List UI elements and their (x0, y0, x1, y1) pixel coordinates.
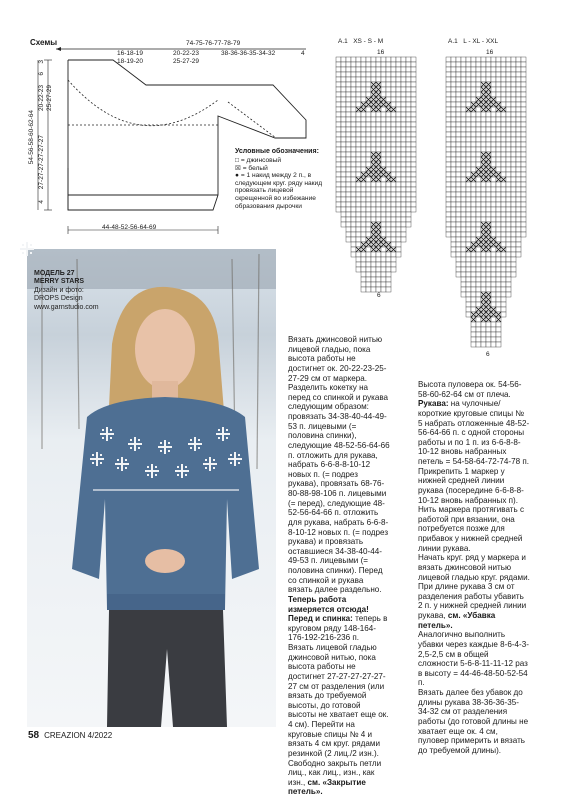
text-column-1 (288, 335, 390, 797)
col1-p2: Разделить кокетку на перед со спинкой и рукава следующим образом: провязать 34-38-40-44-49-53 п. лицевыми (= половина спинки), следующие 48-52-56-64-66 п. отложить для рукава, набрать 6-6-8-8-10-12 новых п. (= подрез рукава), провязать 68-76-80-88-98-106 п. лицевыми (= перед), следующие 48-52-56-64-66 п. отложить для рукава, набрать 6-6-8-8-10-12 новых п. (= подрез рукава) и провязать оставшиеся 34-38-40-44-49-53 п. лицевыми (= половина спинки). Перед со спинкой и рукава вязать далее раздельно. (288, 383, 390, 595)
col2-p3: Начать круг. ряд у маркера и вязать джинсовой нитью лицевой гладью круг. рядами. При длине рукава 3 см от разделения работы убавить 2 п. у нижней средней линии рукава, (418, 553, 530, 620)
model-credit: Дизайн и фото: (34, 286, 84, 294)
legend-title: Условные обозначения: (235, 148, 319, 155)
dim-left-6: 27-27-27-27-27-27 (38, 135, 45, 190)
legend-item-denim: □ = джинсовый (235, 157, 282, 165)
dim-left-1: 3 (38, 60, 45, 64)
col1-p3: теперь в круговом ряду 148-164-176-192-216-236 п. (288, 614, 388, 643)
footer (28, 730, 112, 741)
dim-top-g: 4 (301, 50, 305, 57)
model-site: www.garnstudio.com (34, 303, 99, 311)
dim-bottom: 44-48-52-56-64-69 (102, 224, 157, 231)
dim-left-5: 54-56-58-60-62-64 (28, 110, 35, 165)
knit-chart-1 (336, 57, 418, 297)
chart1-width-mid: 6 (377, 292, 381, 299)
dim-left-7: 4 (38, 200, 45, 204)
model-photo (27, 249, 276, 727)
model-title: MERRY STARS (34, 278, 85, 286)
magazine-issue: CREAZION 4/2022 (44, 731, 113, 740)
chart1-width-top: 16 (377, 49, 385, 56)
col1-p1: Вязать джинсовой нитью лицевой гладью, пока высота работы не достигнет ок. 20-22-23-25-27-29 см от маркера. (288, 335, 387, 383)
col2-h1: Рукава: (418, 399, 449, 409)
model-caption (34, 270, 99, 312)
chart1-label: A.1 XS - S - M (338, 38, 384, 45)
model-photo-illustration (27, 249, 276, 727)
dim-top-e: 25-27-29 (173, 58, 200, 65)
col1-p2-bold: Теперь работа измеряется отсюда! (288, 594, 369, 614)
legend (235, 148, 330, 210)
col1-h1: Перед и спинка: (288, 614, 353, 624)
dim-top-total: 74-75-76-77-78-79 (186, 40, 241, 47)
model-name: МОДЕЛЬ 27 (34, 270, 75, 277)
dim-top-c: 18-19-20 (117, 58, 144, 65)
schema-title: Схемы (30, 38, 58, 47)
col2-p3-bold: см. «Убавка петель». (418, 611, 496, 630)
legend-item-yarn-over: ● = 1 накид между 2 п., в следующем круг. ряду накид провязать лицевой скрещенной во избежание образования дырочки (235, 172, 323, 210)
dim-top-d: 20-22-23 (173, 50, 200, 57)
col2-p2: на чулочные/короткие круговые спицы № 5 набрать отложенные 48-52-56-64-66 п. с одной стороны работы и по 1 п. из 6-6-8-8-10-12 вновь набранных петель = 54-58-64-72-74-78 п. Прикрепить 1 маркер у нижней средней линии рукава (посередине 6-6-8-8-10-12 вновь набранных п). Нить маркера протягивать с работой при вязании, она потребуется позже для прибавок у нижней средней линии рукава. (418, 399, 530, 553)
col2-p5: Вязать далее без убавок до длины рукава 38-36-36-35-34-32 см от разделения работы (до готовой длины не хватает еще ок. 4 см, пуловер примерить и вязать до требуемой длины). (418, 688, 529, 755)
col1-p4-bold: см. «Закрытие петель». (288, 777, 366, 797)
model-brand: DROPS Design (34, 295, 83, 303)
knit-chart-2 (446, 57, 528, 357)
dim-top-b: 16-18-19 (117, 50, 144, 57)
legend-item-white: ☒ = белый (235, 164, 268, 172)
dim-left-2: 6 (38, 72, 45, 76)
col2-p4: Аналогично выполнить убавки через каждые 8-6-4-3-2,5-2,5 см в общей сложности 5-6-8-11-11-12 раз в высоту = 44-46-48-50-52-54 п. (418, 630, 529, 688)
dim-left-4: 25-27-29 (46, 85, 53, 112)
dim-top-f: 38-36-36-35-34-32 (221, 50, 276, 57)
dim-left-3: 20-22-23 (38, 85, 45, 112)
col1-p4: Вязать лицевой гладью джинсовой нитью, пока высота работы не достигнет 27-27-27-27-27-27 см от разделения (или вязать до требуемой высоты, до готовой высоты не хватает еще ок. 4 см). Перейти на круговые спицы № 4 и вязать 4 см круг. рядами резинкой (2 лиц./2 изн.). Свободно закрыть петли лиц., как лиц., изн., как изн., (288, 643, 389, 787)
chart2-width-top: 16 (486, 49, 494, 56)
chart2-label: A.1 L - XL - XXL (448, 38, 499, 45)
page-number: 58 (28, 730, 40, 741)
col2-p1: Высота пуловера ок. 54-56-58-60-62-64 см от плеча. (418, 380, 522, 399)
chart2-width-bot: 6 (486, 351, 490, 358)
text-column-2 (418, 380, 530, 755)
